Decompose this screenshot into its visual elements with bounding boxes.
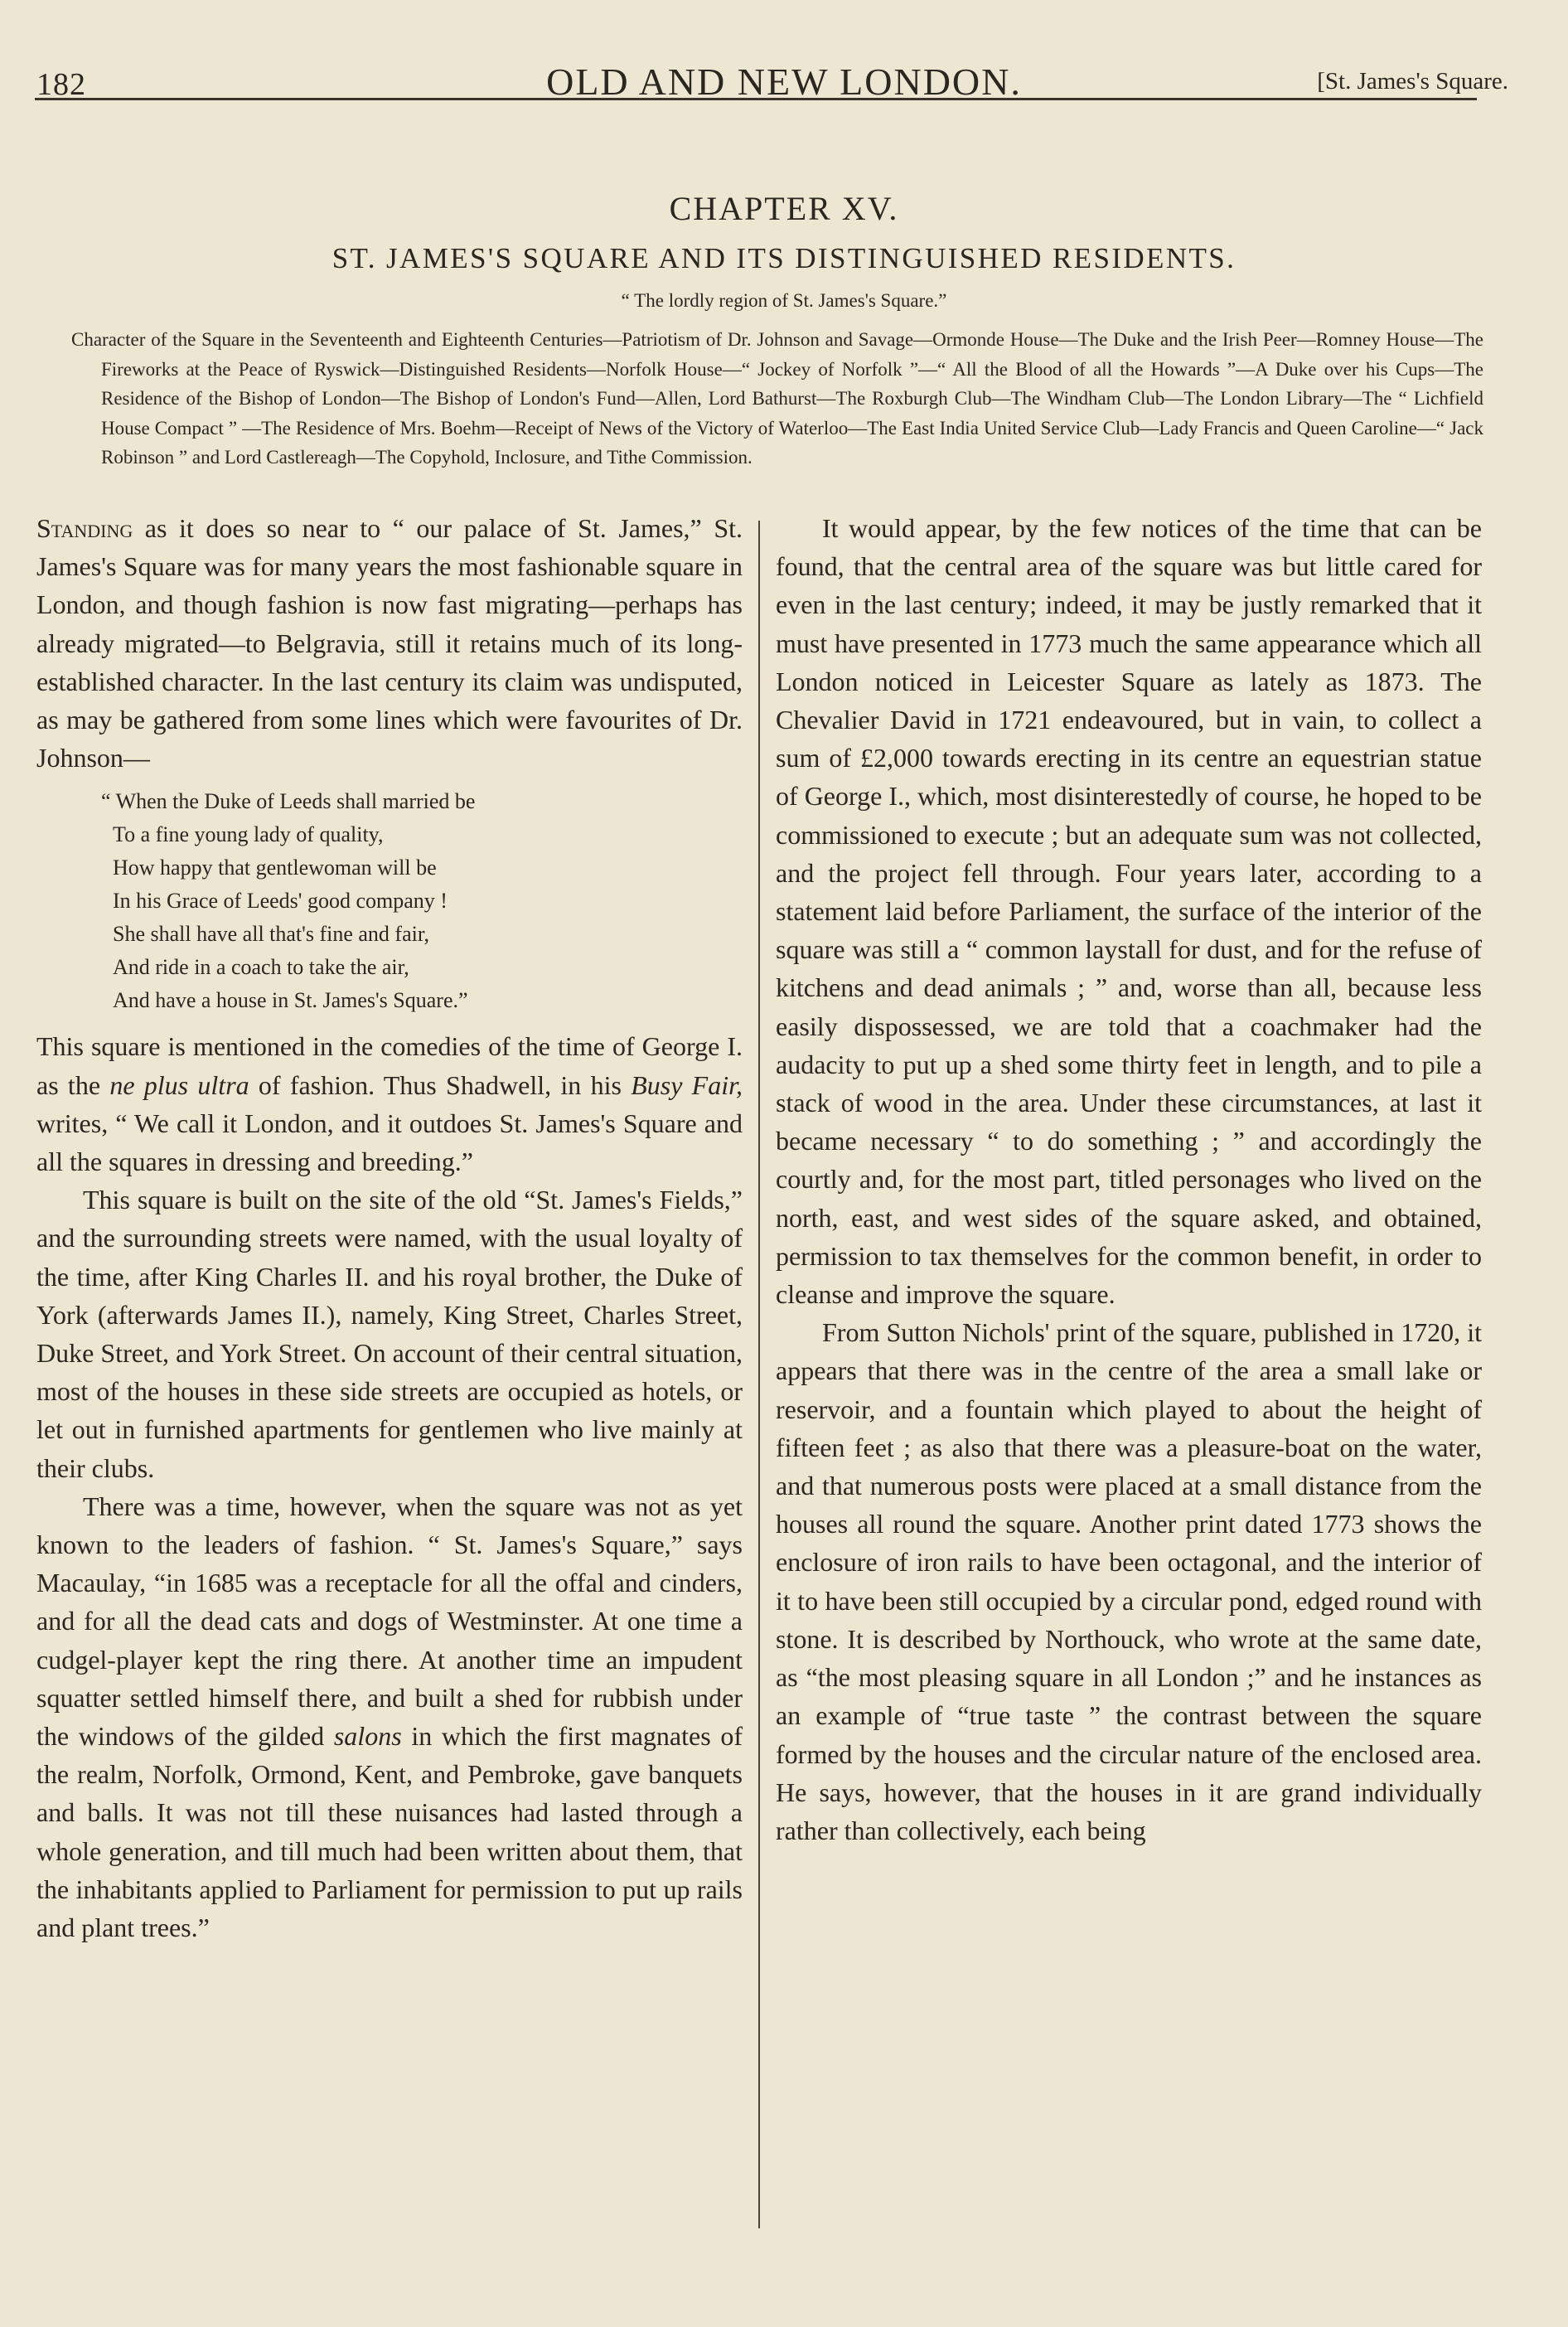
italic-word: salons — [333, 1721, 402, 1752]
chapter-number: CHAPTER XV. — [669, 190, 899, 227]
chapter-title: ST. JAMES'S SQUARE AND ITS DISTINGUISHED RESIDENTS. — [332, 242, 1236, 274]
column-divider — [758, 521, 760, 2228]
italic-phrase: ne plus ultra — [109, 1069, 249, 1100]
verse-line: How happy that gentlewoman will be — [113, 856, 437, 880]
running-title: OLD AND NEW LONDON. — [546, 61, 1022, 103]
right-column — [776, 509, 1482, 1849]
paragraph: There was a time, however, when the square was not as yet known to the leaders of fashion. “ St. James's Square,” says Macaulay, “in 1685 was a receptacle for all the offal and cinders, and for all the dead cats and dogs of Westminster. At one time a cudgel-player kept the ring there. At another time an impudent squatter settled himself there, and built a shed for rubbish under the windows of the gilded salons in which the first magnates of the realm, Norfolk, Ormond, Kent, and Pembroke, gave banquets and balls. It was not till these nuisances had lasted through a whole generation, and till much had been written about them, that the inhabitants applied to Parliament for permission to put up rails and plant trees.” — [36, 1491, 743, 1943]
left-column — [36, 509, 743, 1946]
paragraph: This square is built on the site of the old “St. James's Fields,” and the surrounding streets were named, with the usual loyalty of the time, after King Charles II. and his royal brother, the Duke of York (afterwards James II.), namely, King Street, Charles Street, Duke Street, and York Street. On account of their central situation, most of the houses in these side streets are occupied as hotels, or let out in furnished apartments for gentlemen who live mainly at their clubs. — [36, 1185, 743, 1483]
paragraph: It would appear, by the few notices of the time that can be found, that the central area of the square was but little cared for even in the last century; indeed, it may be justly remarked that it must have presented in 1773 much the same appearance which all London noticed in Leicester Square as lately as 1873. The Chevalier David in 1721 endeavoured, but in vain, to collect a sum of £2,000 towards erecting in its centre an equestrian statue of George I., which, most disinterestedly of course, he hoped to be commissioned to execute ; but an adequate sum was not collected, and the project fell through. Four years later, according to a statement laid before Parliament, the surface of the interior of the square was still a “ common laystall for dust, and for the refuse of kitchens and dead animals ; ” and, worse than all, because less easily dispossessed, we are told that a coachmaker had the audacity to put up a shed some thirty feet in length, and to pile a stack of wood in the area. Under these circumstances, at last it became necessary “ to do something ; ” and accordingly the courtly and, for the most part, titled personages who lived on the north, east, and west sides of the square asked, and obtained, permission to tax themselves for the common benefit, in order to cleanse and improve the square. — [776, 513, 1482, 1310]
verse-line: And ride in a coach to take the air, — [113, 955, 409, 980]
italic-title: Busy Fair, — [631, 1069, 743, 1100]
verse-line: And have a house in St. James's Square.” — [113, 988, 468, 1013]
paragraph: This square is mentioned in the comedies of the time of George I. as the ne plus ultra of fashion. Thus Shadwell, in his Busy Fair, writes, “ We call it London, and it outdoes St. James's Square and all the squares in dressing and breeding.” — [36, 1031, 743, 1177]
verse-line: To a fine young lady of quality, — [113, 822, 384, 847]
header-rule — [35, 98, 1477, 100]
chapter-epigraph: “ The lordly region of St. James's Square.” — [621, 290, 947, 311]
page-number: 182 — [36, 67, 86, 102]
paragraph: From Sutton Nichols' print of the square, published in 1720, it appears that there was in the centre of the area a small lake or reservoir, and a fountain which played to about the height of fifteen feet ; as also that there was a pleasure-boat on the water, and that numerous posts were placed at a small distance from the houses all round the square. Another print dated 1773 shows the enclosure of iron rails to have been octagonal, and the interior of it to have been still occupied by a circular pond, edged round with stone. It is described by Northouck, who wrote at the same date, as “the most pleasing square in all London ;” and he instances as an example of “true taste ” the contrast between the square formed by the houses and the circular nature of the enclosed area. He says, however, that the houses in it are grand individually rather than collectively, each being — [776, 1317, 1482, 1845]
verse-line: “ When the Duke of Leeds shall married be — [101, 789, 476, 814]
chapter-synopsis: Character of the Square in the Seventeenth and Eighteenth Centuries—Patriotism of Dr. Johnson and Savage—Ormonde House—The Duke and the Irish Peer—Romney House—The Fireworks at the Peace of Ryswick—Distinguished Residents—Norfolk House—“ Jockey of Norfolk ”—“ All the Blood of all the Howards ”—A Duke over his Cups—The Residence of the Bishop of London—The Bishop of London's Fund—Allen, Lord Bathurst—The Roxburgh Club—The Windham Club—The London Library—The “ Lichfield House Compact ” —The Residence of Mrs. Boehm—Receipt of News of the Victory of Waterloo—The East India United Service Club—Lady Francis and Queen Caroline—“ Jack Robinson ” and Lord Castlereagh—The Copyhold, Inclosure, and Tithe Commission. — [71, 329, 1483, 468]
drop-opening-word: Standing — [36, 513, 133, 543]
running-header — [36, 43, 1532, 103]
verse-line: She shall have all that's fine and fair, — [113, 922, 429, 947]
paragraph: Standing as it does so near to “ our palace of St. James,” St. James's Square was for many years the most fashionable square in London, and though fashion is now fast migrating—perhaps has already migrated—to Belgravia, still it retains much of its long-established character. In the last century its claim was undisputed, as may be gathered from some lines which were favourites of Dr. Johnson— — [36, 513, 743, 773]
johnson-verse — [101, 785, 743, 1017]
section-label: [St. James's Square. — [1317, 68, 1508, 95]
verse-line: In his Grace of Leeds' good company ! — [113, 889, 448, 914]
